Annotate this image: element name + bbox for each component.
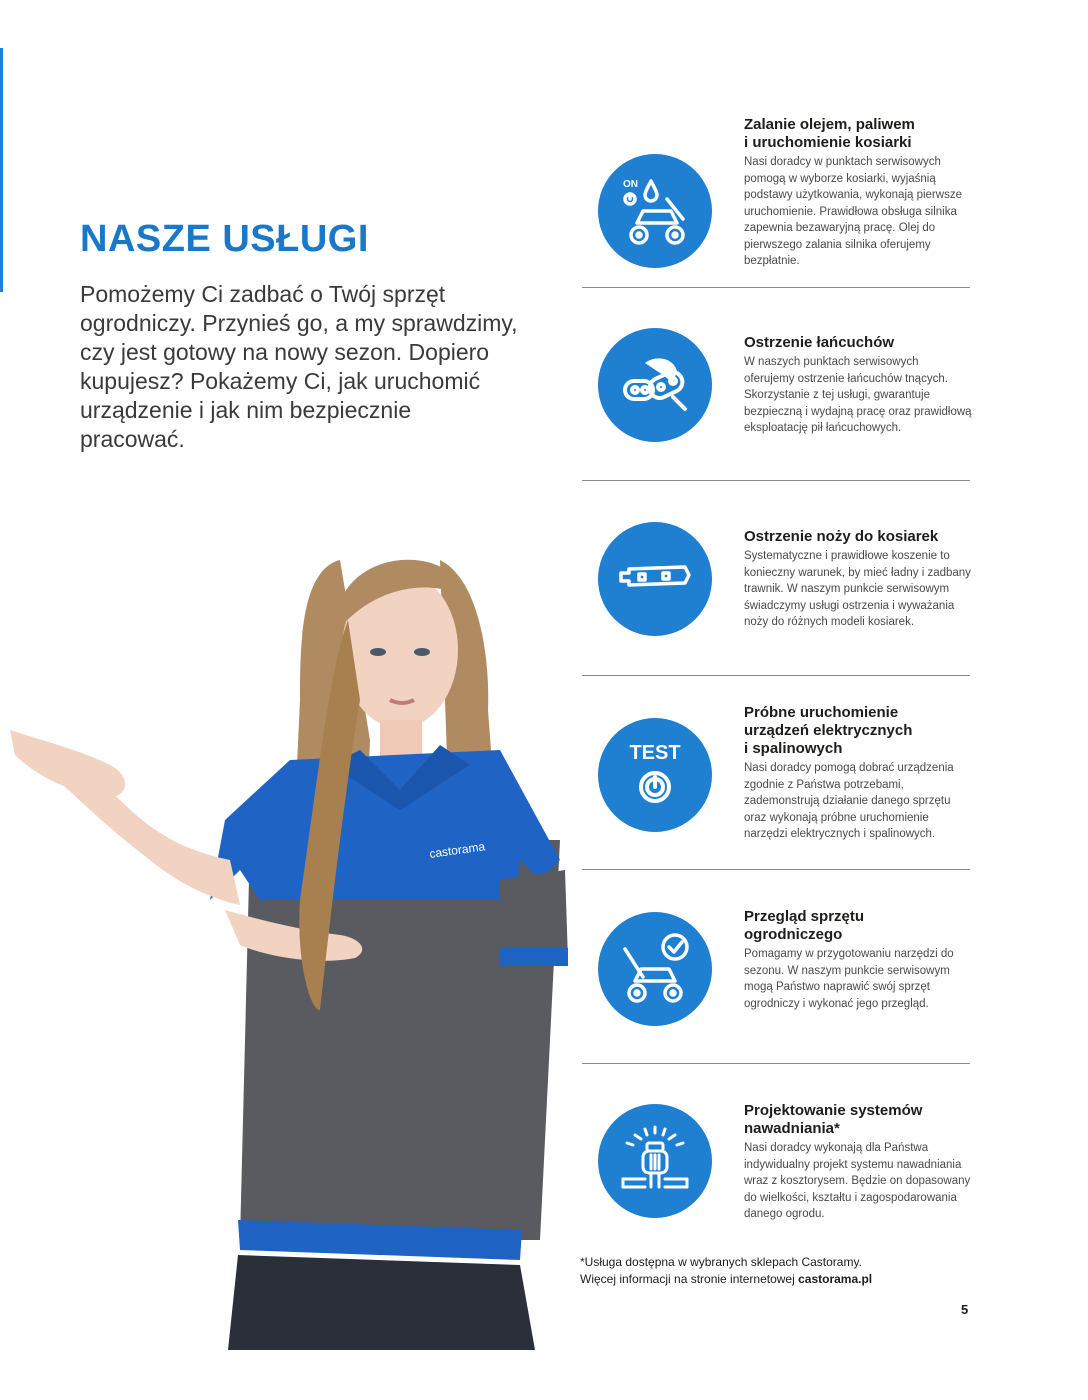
test-power-icon (598, 718, 712, 832)
divider (582, 675, 970, 676)
sprinkler-icon (598, 1104, 712, 1218)
page-title: NASZE USŁUGI (80, 218, 369, 260)
service-description: Nasi doradcy w punktach serwisowych pomogą w wyborze kosiarki, wyjaśnią podstawy użytkowania, wykonają pierwsze uruchomienie. Prawidłowa obsługa silnika zapewnia bezawaryjną pracę. Olej do pierwszego zalania silnika oferujemy bezpłatnie. (744, 156, 962, 267)
divider (582, 480, 970, 481)
service-description: Systematyczne i prawidłowe koszenie to konieczny warunek, by mieć ładny i zadbany trawnik. W naszym punkcie serwisowym świadczymy usługi ostrzenia i wyważania noży do różnych modeli kosiarek. (744, 550, 971, 628)
chain-icon (598, 328, 712, 442)
footnote-line1: *Usługa dostępna w wybranych sklepach Castoramy. (580, 1255, 862, 1269)
divider (582, 287, 970, 288)
service-title: Projektowanie systemów nawadniania* (744, 1102, 923, 1137)
icon-label-test: TEST (629, 742, 681, 764)
service-title: Próbne uruchomienie urządzeń elektrycznych i spalinowych (744, 704, 913, 757)
mower-oil-icon (598, 154, 712, 268)
footnote (580, 1254, 872, 1288)
service-title: Ostrzenie noży do kosiarek (744, 528, 939, 545)
blade-icon (598, 522, 712, 636)
divider (582, 1063, 970, 1064)
service-title: Ostrzenie łańcuchów (744, 334, 895, 351)
footnote-line2: Więcej informacji na stronie internetowej castorama.pl (580, 1272, 873, 1286)
service-description: Pomagamy w przygotowaniu narzędzi do sezonu. W naszym punkcie serwisowym mogą Państwo naprawić swój sprzęt ogrodniczy i wykonać jego przegląd. (744, 948, 954, 1010)
service-description: W naszych punktach serwisowych oferujemy ostrzenie łańcuchów tnących. Skorzystanie z tej usługi, gwarantuje bezpieczną i wydajną pracę oraz prawidłową eksploatację pił łańcuchowych. (744, 356, 972, 434)
service-description: Nasi doradcy wykonają dla Państwa indywidualny projekt systemu nawadniania wraz z kosztorysem. Będzie on dopasowany do wielkości, kształtu i zagospodarowania danego ogrodu. (744, 1142, 971, 1220)
intro-text: Pomożemy Ci zadbać o Twój sprzęt ogrodniczy. Przynieś go, a my sprawdzimy, czy jest gotowy na nowy sezon. Dopiero kupujesz? Pokażemy Ci, jak uruchomić urządzenie i jak nim bezpiecznie pracować. (80, 281, 518, 452)
mower-check-icon (598, 912, 712, 1026)
staff-person-illustration (0, 540, 580, 1350)
service-title: Przegląd sprzętu ogrodniczego (744, 908, 865, 943)
service-title: Zalanie olejem, paliwem i uruchomienie kosiarki (744, 116, 915, 151)
page-edge-accent (0, 48, 3, 292)
icon-label-on: ON (623, 179, 638, 190)
shirt-logo: castorama (428, 839, 486, 861)
divider (582, 869, 970, 870)
website-link[interactable]: castorama.pl (798, 1272, 873, 1286)
page-number: 5 (961, 1302, 969, 1317)
service-description: Nasi doradcy pomogą dobrać urządzenia zgodnie z Państwa potrzebami, zademonstrują działanie danego sprzętu oraz wykonają próbne uruchomienie narzędzi elektrycznych i spalinowych. (744, 762, 954, 840)
